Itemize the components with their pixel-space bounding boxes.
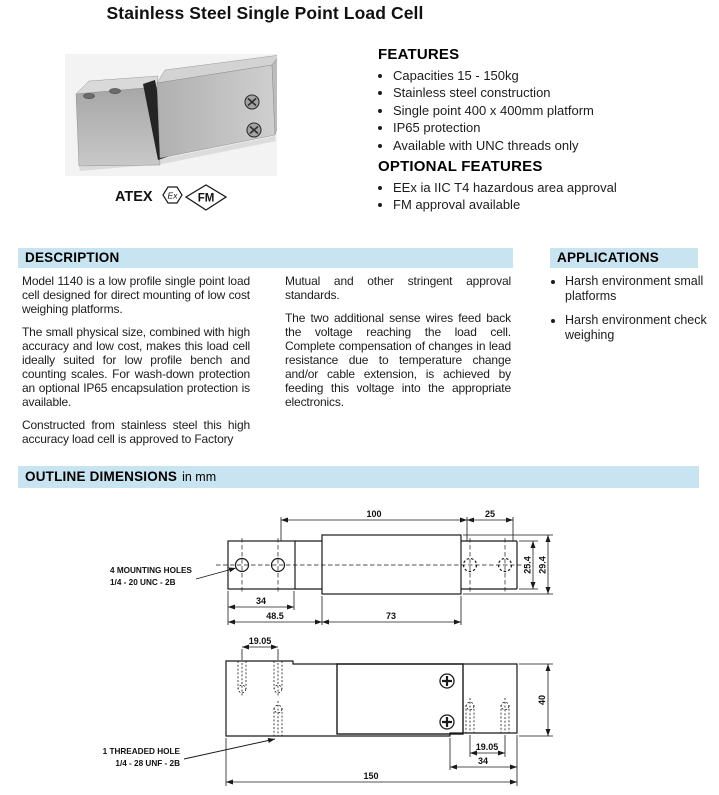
applications-list [552, 274, 710, 343]
top-hole [84, 93, 95, 98]
screw-icon [247, 123, 261, 137]
product-photo [65, 54, 277, 176]
dim-150: 150 [363, 771, 379, 781]
feature-item: • Stainless steel construction [393, 84, 708, 101]
outline-dimensions-unit: in mm [182, 470, 217, 484]
atex-logo: ATEX [115, 189, 153, 205]
dim-73: 73 [385, 611, 397, 621]
description-column-1 [22, 274, 250, 455]
mounting-holes-leader [196, 568, 236, 579]
mounting-holes-label-1: 4 MOUNTING HOLES [110, 566, 192, 575]
features-section [378, 46, 708, 216]
dim-100: 100 [366, 509, 382, 519]
certification-logos [112, 184, 252, 216]
feature-item: • Single point 400 x 400mm platform [393, 102, 708, 119]
dim-34-left: 34 [255, 596, 267, 606]
outline-dimensions-title: OUTLINE DIMENSIONS [25, 469, 178, 484]
description-paragraph: Constructed from stainless steel this high accuracy load cell is approved to Factory [22, 418, 250, 446]
dim-19-05-top: 19.05 [248, 636, 272, 646]
optional-features-list [378, 179, 708, 214]
dim-40: 40 [537, 694, 547, 706]
page-title: Stainless Steel Single Point Load Cell [106, 3, 424, 23]
hidden-holes [238, 661, 509, 736]
application-item: • Harsh environment small platforms [565, 274, 710, 304]
dim-29-4: 29.4 [537, 556, 548, 574]
feature-item: • IP65 protection [393, 119, 708, 136]
applications-heading: APPLICATIONS [550, 248, 698, 268]
outline-dimensions-heading [18, 466, 699, 488]
applications-section [552, 274, 710, 352]
dim-25: 25 [484, 509, 496, 519]
threaded-hole-label-1: 1 THREADED HOLE [102, 747, 180, 756]
screw-icon [440, 715, 454, 729]
svg-text:Ex: Ex [167, 190, 178, 201]
atex-ex-icon [163, 187, 182, 203]
description-paragraph: The small physical size, combined with high accuracy and low cost, makes this load cell ideally suited for low profile bench and counting scales. For wash-down protection an optional IP65 encapsulation protection is available. [22, 325, 250, 409]
front-view-outline [226, 661, 517, 736]
description-paragraph: Mutual and other stringent approval standards. [285, 274, 511, 302]
screw-icon [440, 674, 454, 688]
description-paragraph: The two additional sense wires feed back the voltage reaching the load cell. Complete compensation of changes in lead resistance due to temperature change and/or cable extension, is achieved by feeding this voltage into the appropriate electronics. [285, 311, 511, 409]
optional-features-heading: OPTIONAL FEATURES [378, 158, 543, 176]
front-view-dimensions [226, 647, 553, 786]
front-view [103, 636, 553, 786]
optional-feature-item: • EEx ia IIC T4 hazardous area approval [393, 179, 708, 196]
dim-48-5: 48.5 [266, 611, 284, 621]
description-column-2 [285, 274, 511, 418]
feature-item: • Available with UNC threads only [393, 137, 708, 154]
svg-text:FM: FM [197, 192, 215, 205]
outline-drawing [0, 498, 719, 795]
dim-19-05-bottom: 19.05 [475, 742, 499, 752]
dim-34-right: 34 [477, 756, 489, 766]
threaded-hole-leader [184, 739, 275, 759]
threaded-hole-label-2: 1/4 - 28 UNF - 2B [115, 759, 180, 768]
feature-item: • Capacities 15 - 150kg [393, 67, 708, 84]
mounting-holes-label-2: 1/4 - 20 UNC - 2B [110, 578, 176, 587]
fm-logo [186, 185, 226, 210]
centerlines [216, 538, 527, 592]
dim-25-4: 25.4 [522, 556, 533, 574]
features-heading: FEATURES [378, 46, 460, 63]
screw-icon [245, 95, 259, 109]
top-view [110, 509, 553, 625]
application-item: • Harsh environment check weighing [565, 313, 710, 343]
description-heading: DESCRIPTION [18, 248, 513, 268]
description-paragraph: Model 1140 is a low profile single point load cell designed for direct mounting of low cost weighing platforms. [22, 274, 250, 316]
optional-feature-item: • FM approval available [393, 196, 708, 213]
features-list [378, 67, 708, 154]
top-hole [110, 88, 121, 93]
